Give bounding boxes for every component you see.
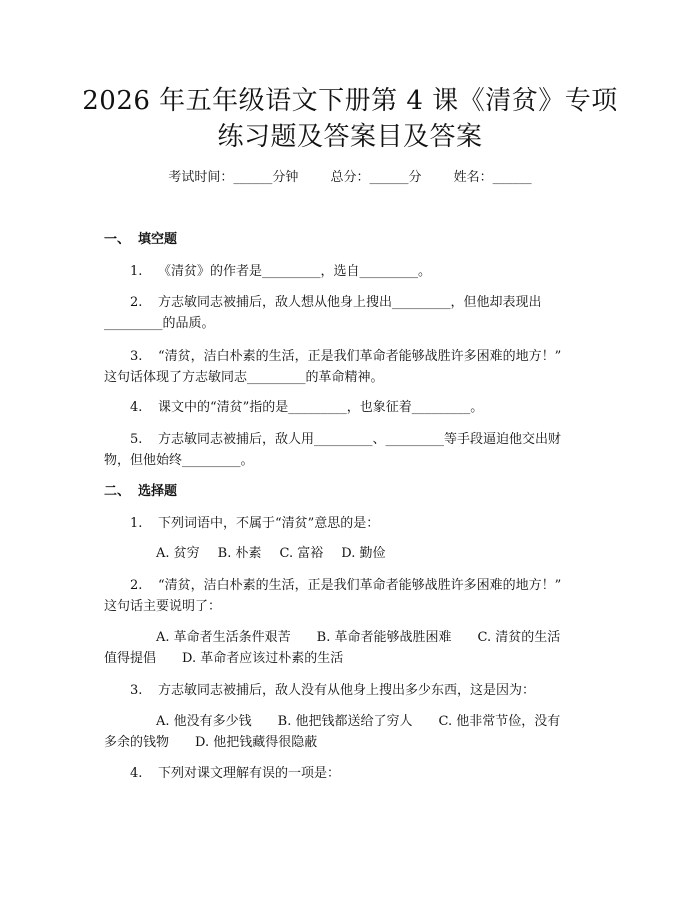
question-item <box>104 680 592 701</box>
option-c: C. 富裕 <box>279 546 324 561</box>
question-number: 2. <box>130 295 143 310</box>
question-text-cont: 这句话主要说明了： <box>104 599 222 614</box>
section-heading-choice <box>104 482 177 502</box>
section-label: 填空题 <box>138 232 178 247</box>
question-text: 下列对课文理解有误的一项是： <box>158 766 341 781</box>
options-line2: 值得提倡 D. 革命者应该过朴素的生活 <box>104 651 344 666</box>
option-a: A. 贫穷 <box>156 546 200 561</box>
document-title-line1: 2026 年五年级语文下册第 4 课《清贫》专项 <box>82 86 618 116</box>
question-item <box>104 429 592 471</box>
section-heading-fill <box>104 230 177 250</box>
question-item <box>104 292 592 334</box>
question-number: 4. <box>130 766 143 781</box>
option-row <box>104 711 592 753</box>
question-text-cont: _________的品质。 <box>104 316 215 331</box>
question-text: 方志敏同志被捕后，敌人没有从他身上搜出多少东西，这是因为： <box>158 683 536 698</box>
question-number: 3. <box>130 349 143 364</box>
question-text: 《清贫》的作者是_________，选自_________。 <box>158 264 432 279</box>
question-text: 下列词语中，不属于“清贫”意思的是： <box>158 516 380 531</box>
options-line2: 多余的钱物 D. 他把钱藏得很隐蔽 <box>104 735 318 750</box>
question-number: 1. <box>130 264 143 279</box>
option-row <box>104 543 592 564</box>
question-item <box>104 397 592 418</box>
question-item <box>104 261 592 282</box>
question-text: “清贫，洁白朴素的生活，正是我们革命者能够战胜许多困难的地方！” <box>158 349 562 364</box>
options-line1: A. 他没有多少钱 B. 他把钱都送给了穷人 C. 他非常节俭，没有 <box>156 714 561 729</box>
question-item <box>104 763 592 784</box>
question-number: 1. <box>130 516 143 531</box>
question-text: 方志敏同志被捕后，敌人想从他身上搜出_________，但他却表现出 <box>158 295 542 310</box>
option-d: D. 勤俭 <box>341 546 386 561</box>
question-text-cont: 物，但他始终_________。 <box>104 453 254 468</box>
option-b: B. 朴素 <box>217 546 262 561</box>
section-number: 二、 <box>104 484 131 499</box>
question-text: “清贫，洁白朴素的生活，正是我们革命者能够战胜许多困难的地方！” <box>158 578 562 593</box>
question-number: 4. <box>130 400 143 415</box>
question-text: 课文中的“清贫”指的是_________，也象征着_________。 <box>158 400 484 415</box>
section-label: 选择题 <box>138 484 178 499</box>
options-line1: A. 革命者生活条件艰苦 B. 革命者能够战胜困难 C. 清贫的生活 <box>156 630 561 645</box>
question-item <box>104 575 592 617</box>
question-number: 3. <box>130 683 143 698</box>
question-item <box>104 513 592 534</box>
question-text: 方志敏同志被捕后，敌人用_________、_________等手段逼迫他交出财 <box>158 432 562 447</box>
document-title-line2: 练习题及答案目及答案 <box>217 122 483 152</box>
section-number: 一、 <box>104 232 131 247</box>
exam-meta <box>0 168 700 188</box>
question-item <box>104 346 592 388</box>
question-number: 2. <box>130 578 143 593</box>
option-row <box>104 627 592 669</box>
exam-score: 总分：______分 <box>330 170 422 185</box>
question-text-cont: 这句话体现了方志敏同志_________的革命精神。 <box>104 370 384 385</box>
exam-time: 考试时间：______分钟 <box>168 170 299 185</box>
exam-name: 姓名：______ <box>453 170 532 185</box>
question-number: 5. <box>130 432 143 447</box>
